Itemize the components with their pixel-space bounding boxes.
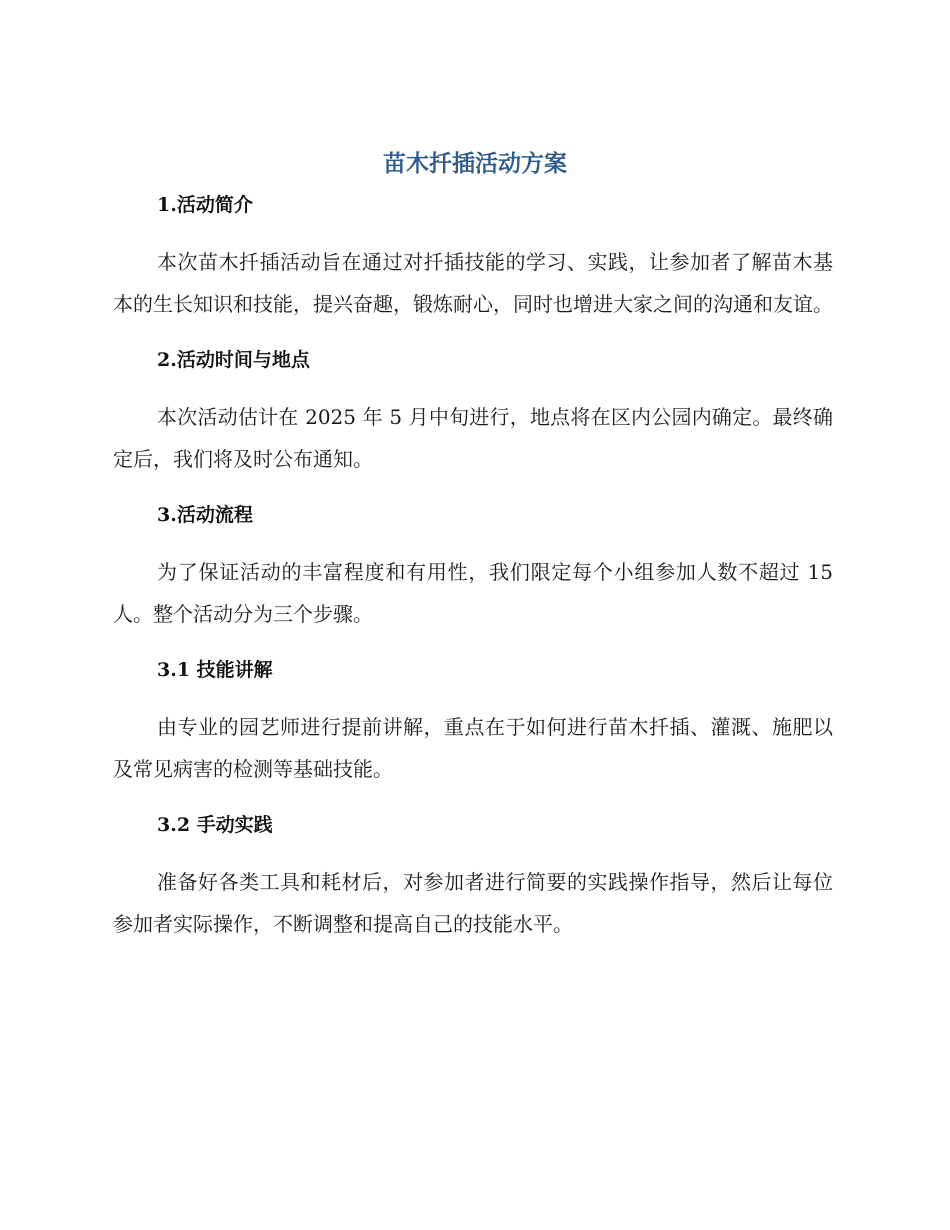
- section-paragraph: 准备好各类工具和耗材后，对参加者进行简要的实践操作指导，然后让每位参加者实际操作，不断调整和提高自己的技能水平。: [113, 870, 833, 936]
- section-heading: 2.活动时间与地点: [157, 349, 310, 371]
- section-heading: 1.活动简介: [157, 194, 253, 216]
- section-heading: 3.2 手动实践: [157, 814, 273, 836]
- document-title: 苗木扦插活动方案: [383, 151, 567, 177]
- document-body: [113, 190, 833, 945]
- section-heading: 3.1 技能讲解: [157, 659, 273, 681]
- section-time-location: [113, 345, 833, 480]
- section-paragraph: 本次活动估计在 2025 年 5 月中旬进行，地点将在区内公园内确定。最终确定后，我们将及时公布通知。: [113, 405, 833, 471]
- section-hands-on-practice: [113, 810, 833, 945]
- section-paragraph: 为了保证活动的丰富程度和有用性，我们限定每个小组参加人数不超过 15 人。整个活动分为三个步骤。: [113, 560, 833, 626]
- section-skill-explanation: [113, 655, 833, 790]
- section-process: [113, 500, 833, 635]
- section-paragraph: 由专业的园艺师进行提前讲解，重点在于如何进行苗木扦插、灌溉、施肥以及常见病害的检测等基础技能。: [113, 715, 833, 781]
- section-intro: [113, 190, 833, 325]
- section-paragraph: 本次苗木扦插活动旨在通过对扦插技能的学习、实践，让参加者了解苗木基本的生长知识和技能，提兴奋趣，锻炼耐心，同时也增进大家之间的沟通和友谊。: [113, 250, 833, 316]
- section-heading: 3.活动流程: [157, 504, 253, 526]
